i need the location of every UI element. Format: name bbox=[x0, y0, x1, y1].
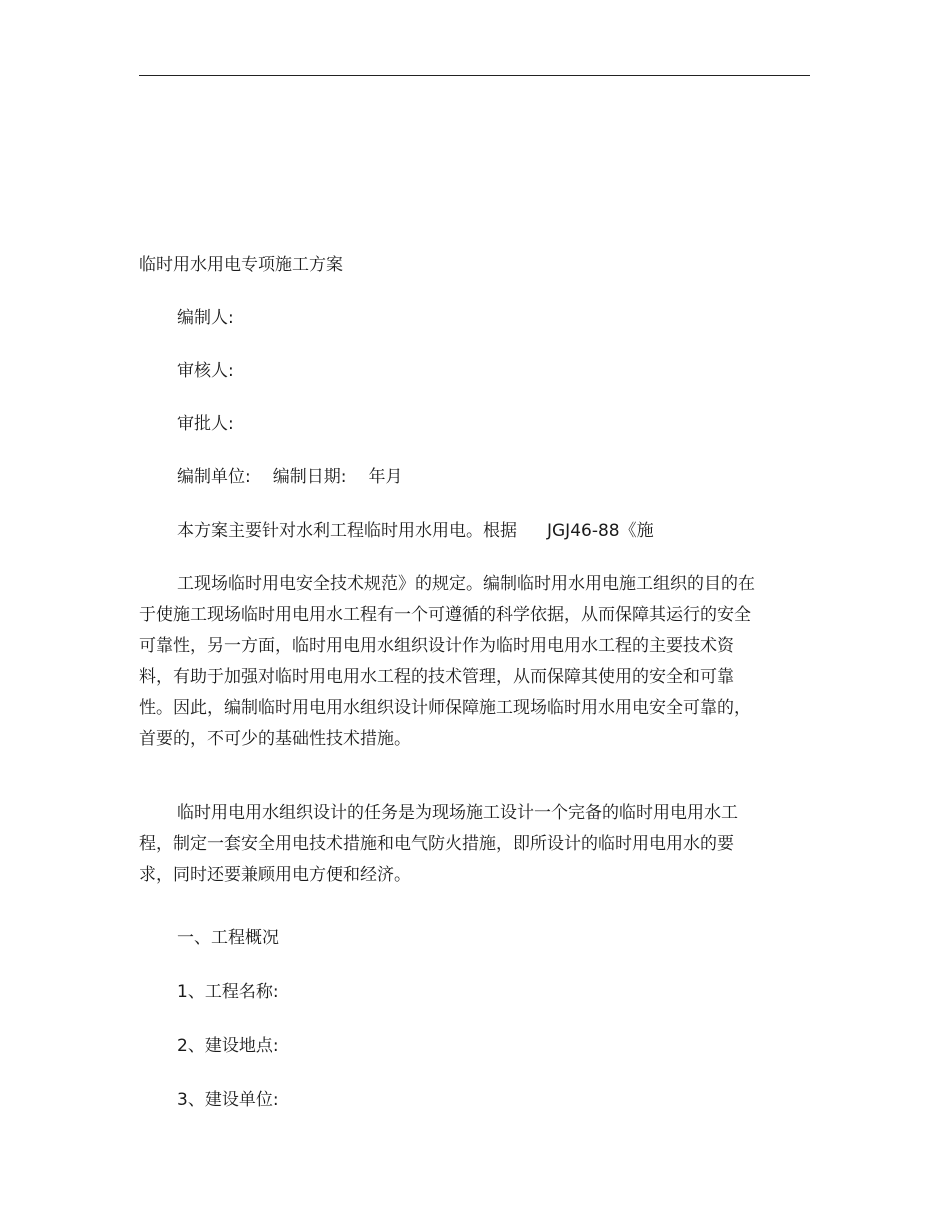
paragraph-line: 临时用电用水组织设计的任务是为现场施工设计一个完备的临时用电用水工 bbox=[177, 803, 738, 823]
intro-line bbox=[177, 521, 654, 541]
paragraph-purpose bbox=[139, 569, 779, 755]
paragraph-line: 料，有助于加强对临时用电用水工程的技术管理，从而保障其使用的安全和可靠 bbox=[139, 667, 734, 687]
paragraph-line: 首要的，不可少的基础性技术措施。 bbox=[139, 729, 411, 749]
paragraph-line: 程，制定一套安全用电技术措施和电气防火措施，即所设计的临时用电用水的要 bbox=[139, 834, 734, 854]
paragraph-line: 性。因此，编制临时用电用水组织设计师保障施工现场临时用水用电安全可靠的， bbox=[139, 698, 751, 718]
paragraph-line: 工现场临时用电安全技术规范》的规定。编制临时用水用电施工组织的目的在 bbox=[177, 574, 755, 594]
date-label: 编制日期: bbox=[272, 467, 347, 487]
approver-field: 审批人: bbox=[177, 414, 234, 434]
standard-reference: JGJ46-88《施 bbox=[547, 521, 654, 541]
section-item: 1、工程名称: bbox=[177, 982, 279, 1002]
section-heading: 一、工程概况 bbox=[177, 928, 279, 948]
header-rule bbox=[139, 75, 810, 76]
paragraph-line: 求，同时还要兼顾用电方便和经济。 bbox=[139, 865, 411, 885]
reviewer-field: 审核人: bbox=[177, 361, 234, 381]
paragraph-line: 于使施工现场临时用电用水工程有一个可遵循的科学依据，从而保障其运行的安全 bbox=[139, 605, 751, 625]
unit-field: 编制单位: bbox=[177, 467, 251, 487]
section-item: 2、建设地点: bbox=[177, 1036, 279, 1056]
section-item: 3、建设单位: bbox=[177, 1090, 279, 1110]
document-title: 临时用水用电专项施工方案 bbox=[139, 255, 343, 275]
compiler-field: 编制人: bbox=[177, 308, 234, 328]
paragraph-line: 可靠性，另一方面，临时用电用水组织设计作为临时用电用水工程的主要技术资 bbox=[139, 636, 734, 656]
date-value: 年月 bbox=[368, 467, 403, 487]
unit-date-line bbox=[177, 467, 402, 487]
paragraph-task bbox=[139, 798, 779, 891]
intro-text: 本方案主要针对水利工程临时用水用电。根据 bbox=[177, 521, 517, 541]
